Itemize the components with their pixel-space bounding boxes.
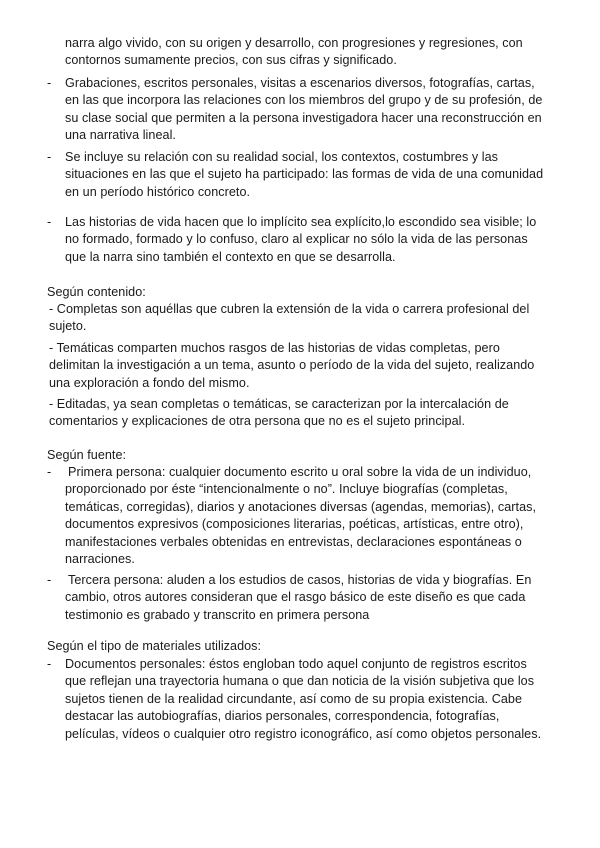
contenido-paragraph-completas: - Completas son aquéllas que cubren la extensión de la vida o carrera profesional del sujeto. [49,302,530,334]
bullet-text: Las historias de vida hacen que lo implícito sea explícito,lo escondido sea visible; lo no formado, formado y lo confuso, claro al explicar no sólo la vida de las personas que la narra sino también el contexto en que se desarrolla. [65,215,537,264]
bullet-item [47,149,547,201]
bullet-text: Documentos personales: éstos engloban todo aquel conjunto de registros escritos que reflejan una trayectoria humana o que dan noticia de la visión subjetiva que los sujetos tienen de la realidad circundante, así como de su propia existencia. Cabe destacar las autobiografías, diarios personales, correspondencia, fotografías, películas, vídeos o cualquier otro registro iconográfico, así como objetos personales. [65,657,542,741]
bullet-dash: - [47,150,52,164]
section-heading-contenido: Según contenido: [47,285,146,299]
continuation-paragraph: narra algo vivido, con su origen y desarrollo, con progresiones y regresiones, con contornos sumamente precios, con sus cifras y significado. [65,36,523,68]
materiales-item-documentos-personales [47,656,547,743]
bullet-text: Se incluye su relación con su realidad social, los contextos, costumbres y las situaciones en las que el sujeto ha participado: las formas de vida de una comunidad en un período histórico concreto. [65,150,544,199]
bullet-dash: - [47,657,52,671]
contenido-paragraph-editadas: - Editadas, ya sean completas o temáticas, se caracterizan por la intercalación de comentarios y explicaciones de otra persona que no es el sujeto principal. [49,397,509,429]
bullet-item [47,214,547,266]
bullet-text: Grabaciones, escritos personales, visitas a escenarios diversos, fotografías, cartas, en las que incorpora las relaciones con los miembros del grupo y de su profesión, de su clase social que permiten a la persona investigadora hacer una reconstrucción en una narrativa lineal. [65,76,543,143]
bullet-item [47,75,547,145]
bullet-text: Primera persona: cualquier documento escrito u oral sobre la vida de un individuo, proporcionado por éste “intencionalmente o no”. Incluye biografías (completas, temáticas, corregidas), diarios y anotaciones diversas (agendas, memorias), cartas, documentos expresivos (composiciones literarias, poéticas, artísticas, entre otro), manifestaciones verbales obtenidas en entrevistas, declaraciones espontáneas o narraciones. [65,465,537,567]
contenido-paragraph-tematicas: - Temáticas comparten muchos rasgos de las historias de vidas completas, pero delimitan la investigación a un tema, asunto o período de la vida del sujeto, realizando una exploración a fondo del mismo. [49,341,535,390]
section-heading-materiales: Según el tipo de materiales utilizados: [47,639,262,653]
section-heading-fuente: Según fuente: [47,448,127,462]
bullet-dash: - [47,76,52,90]
bullet-dash: - [47,215,52,229]
bullet-dash: - [47,573,52,587]
fuente-item-tercera-persona [47,572,547,624]
bullet-dash: - [47,465,52,479]
bullet-text: Tercera persona: aluden a los estudios de casos, historias de vida y biografías. En cambio, otros autores consideran que el rasgo básico de este diseño es que cada testimonio es grabado y transcrito en primera persona [65,573,532,622]
fuente-item-primera-persona [47,464,547,568]
